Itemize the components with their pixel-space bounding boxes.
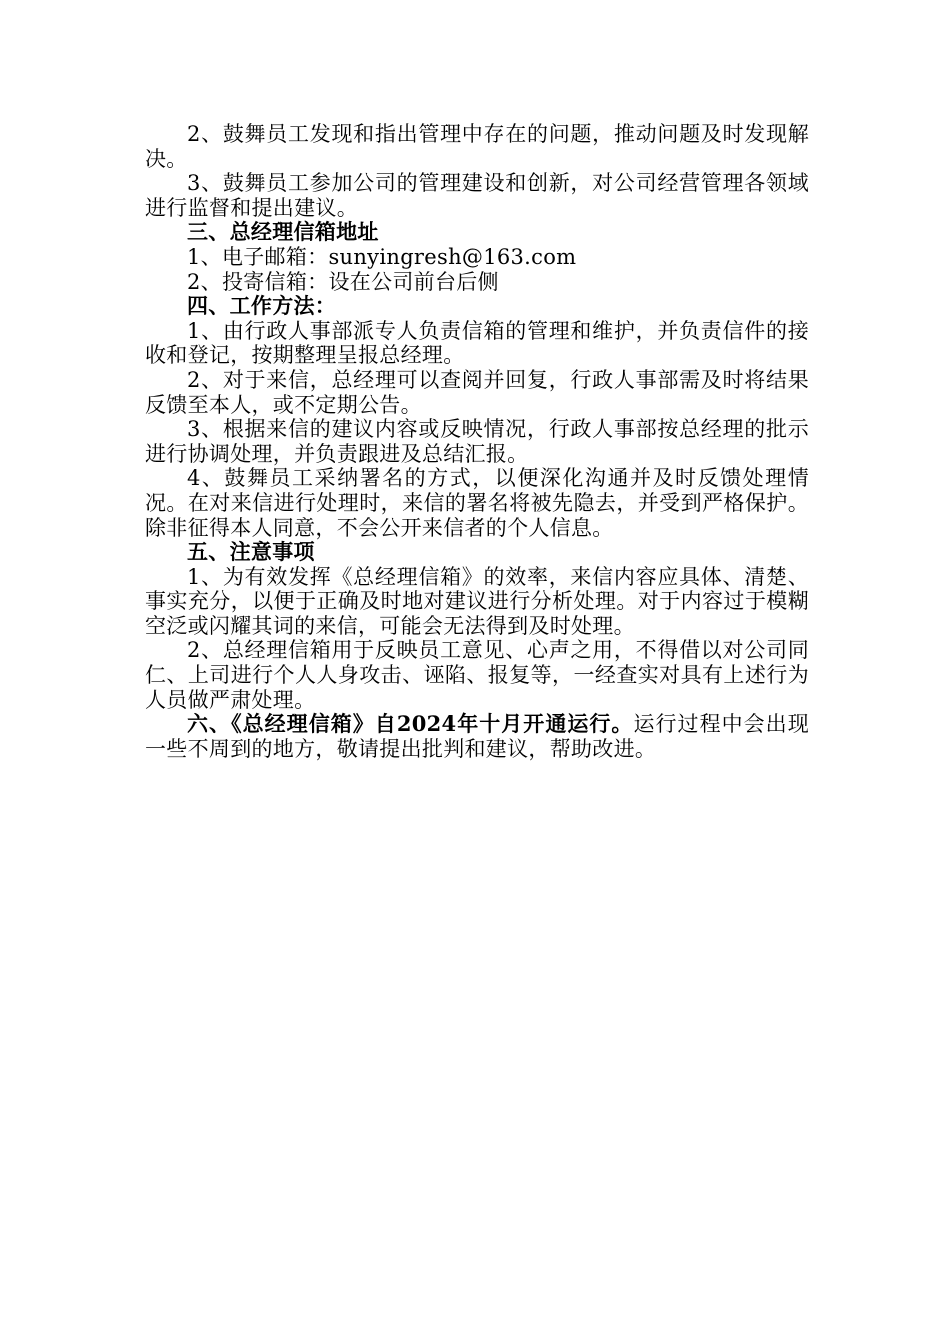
paragraph-note-content: 1、为有效发挥《总经理信箱》的效率，来信内容应具体、清楚、事实充分，以便于正确及时地对建议进行分析处理。对于内容过于模糊空泛或闪耀其词的来信，可能会无法得到及时处理。	[145, 564, 809, 638]
paragraph-physical-mailbox: 2、投寄信箱：设在公司前台后侧	[187, 269, 499, 294]
launch-date-bold-text: 六、《总经理信箱》自2024年十月开通运行。	[187, 711, 634, 737]
section-heading-work-methods: 四、工作方法：	[187, 293, 337, 319]
paragraph-encourage-problems: 2、鼓舞员工发现和指出管理中存在的问题，推动问题及时发现解决。	[145, 122, 809, 171]
paragraph-method-signature: 4、鼓舞员工采纳署名的方式，以便深化沟通并及时反馈处理情况。在对来信进行处理时，来信的署名将被先隐去，并受到严格保护。除非征得本人同意，不会公开来信者的个人信息。	[145, 466, 809, 540]
paragraph-note-usage: 2、总经理信箱用于反映员工意见、心声之用，不得借以对公司同仁、上司进行个人人身攻击、诬陷、报复等，一经查实对具有上述行为人员做严肃处理。	[145, 638, 809, 712]
paragraph-method-reply: 2、对于来信，总经理可以查阅并回复，行政人事部需及时将结果反馈至本人，或不定期公告。	[145, 367, 809, 417]
section-heading-notes: 五、注意事项	[187, 539, 315, 565]
paragraph-encourage-participation: 3、鼓舞员工参加公司的管理建设和创新，对公司经营管理各领域进行监督和提出建议。	[145, 171, 809, 220]
section-heading-mailbox-address: 三、总经理信箱地址	[187, 219, 379, 245]
paragraph-method-coordination: 3、根据来信的建议内容或反映情况，行政人事部按总经理的批示进行协调处理，并负责跟进及总结汇报。	[145, 417, 809, 466]
launch-date-rest-text: 运行过程中会出现一些不周到的地方，敬请提出批判和建议，帮助改进。	[145, 712, 809, 761]
paragraph-launch-date	[145, 712, 809, 761]
paragraph-email-address: 1、电子邮箱：sunyingresh@163.com	[187, 244, 577, 269]
document-body	[145, 122, 809, 761]
paragraph-method-management: 1、由行政人事部派专人负责信箱的管理和维护，并负责信件的接收和登记，按期整理呈报总经理。	[145, 318, 809, 368]
